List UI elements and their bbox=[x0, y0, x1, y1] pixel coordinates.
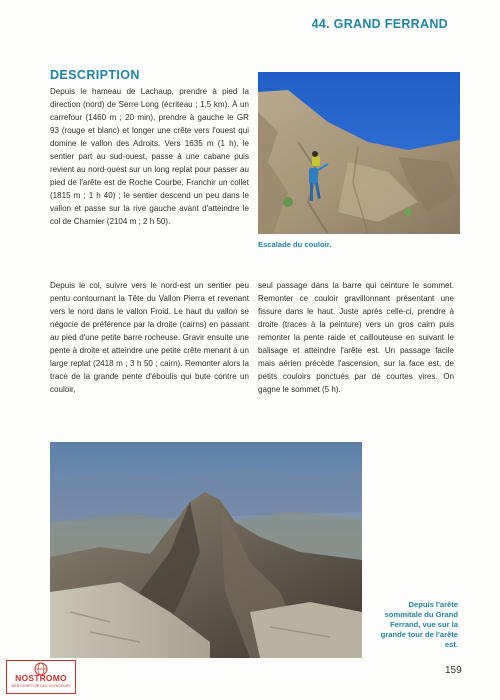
page-number: 159 bbox=[445, 665, 462, 676]
couloir-photo-image bbox=[258, 72, 460, 234]
running-head-route-title: 44. GRAND FERRAND bbox=[311, 17, 448, 31]
logo-tagline: WEB COMPTOIR DES VOYAGEURS bbox=[11, 684, 71, 688]
photo-couloir-climb bbox=[258, 72, 460, 234]
logo-name: NOSTROMO bbox=[15, 673, 67, 683]
paragraph-text: Depuis le hameau de Lachaup, prendre à pied la direction (nord) de Serre Long (écriteau ; 1,5 km). À un carrefour (1460 m ; 20 min), prendre à gauche le GR 93 (rouge et blanc) et longer une crête vers l'ouest qui domine le vallon des Adroits. Vers 1635 m (1 h), le sentier part au sud-ouest, passe à une cabane puis revient au nord-ouest sur un long replat pour passer au pied de l'arête est de Roche Courbe. Franchir un collet (1815 m ; 1 h 40) ; le sentier descend un peu dans le vallon et passe sur la rive gauche avant d'atteindre le col de Charnier (2104 m ; 2 h 50). bbox=[50, 87, 249, 227]
nostromo-logo bbox=[6, 660, 76, 694]
description-paragraph-3 bbox=[258, 279, 454, 396]
paragraph-text: Depuis le col, suivre vers le nord-est un sentier peu pentu contournant la Tête du Vallon Pierra et revenant vers le nord dans le vallon Froid. Le haut du vallon se négocie de préférence par la droite (cairns) en passant au pied d'une petite barre rocheuse. Gravir ensuite une pente à droite et atteindre une petite crête menant à un large replat (2418 m ; 3 h 50 ; cairn). Remonter alors la trace de la grande pente d'éboulis qui bute contre un couloir, bbox=[50, 281, 249, 395]
summit-photo-image bbox=[50, 442, 362, 658]
photo-summit-ridge bbox=[50, 442, 362, 658]
photo-caption-couloir: Escalade du couloir. bbox=[258, 240, 332, 249]
section-title: DESCRIPTION bbox=[50, 68, 140, 82]
description-paragraph-2 bbox=[50, 279, 249, 396]
description-paragraph-1 bbox=[50, 85, 249, 229]
paragraph-text: seul passage dans la barre qui ceinture le sommet. Remonter ce couloir gravillonnant présentant une fissure dans le haut. Juste après celle-ci, prendre à droite (traces à la peinture) vers un gros cairn puis remonter la pente raide et caillouteuse en suivant le balisage et atteindre l'arête est. Un passage facile mais aérien précède l'ascension, sur la face est, de petits couloirs ponctués par de courtes vires. On gagne le sommet (5 h). bbox=[258, 281, 454, 395]
photo-caption-summit: Depuis l'arête sommitale du Grand Ferrand, vue sur la grande tour de l'arête est. bbox=[380, 600, 458, 649]
